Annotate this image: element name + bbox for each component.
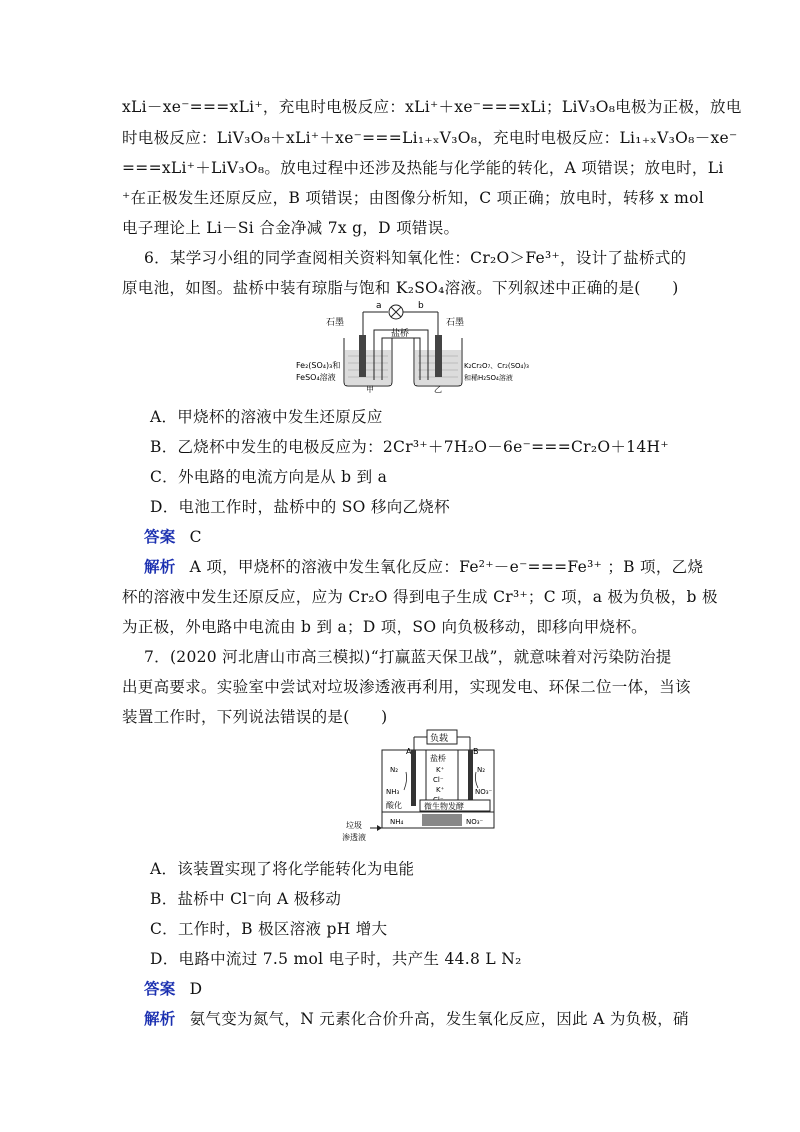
option-d: D．电池工作时，盐桥中的 SO 移向乙烧杯	[150, 498, 450, 516]
label-left-solution: FeSO₄溶液	[296, 373, 336, 382]
label-waste: 渗透液	[342, 833, 366, 842]
label-salt-bridge-7: 盐桥	[430, 754, 446, 763]
answer-line	[144, 978, 704, 1000]
option-b: B．乙烧杯中发生的电极反应为：2Cr³⁺＋7H₂O－6e⁻===Cr₂O＋14H⁺	[150, 438, 669, 456]
label-nh3-left: NH₃	[386, 788, 400, 796]
label-graphite-left: 石墨	[326, 318, 345, 328]
option-c: C．工作时，B 极区溶液 pH 增大	[150, 920, 388, 938]
ion-label: K⁺	[436, 766, 445, 774]
text-line: ===xLi⁺＋LiV₃O₈。放电过程中还涉及热能与化学能的转化，A 项错误；放电时，Li	[122, 159, 724, 177]
label-electrode-b: B	[473, 747, 479, 756]
answer-value: C	[189, 528, 202, 546]
label-waste: 垃圾	[346, 821, 362, 830]
label-acidify: 酸化	[386, 801, 402, 810]
analysis-label: 解析	[144, 1009, 176, 1028]
label-beaker-yi: 乙	[434, 385, 442, 394]
option-a: A．该装置实现了将化学能转化为电能	[150, 860, 415, 878]
text-line: 时电极反应：LiV₃O₈＋xLi⁺＋xe⁻===Li₁₊ₓV₃O₈，充电时电极反应：Li₁₊ₓV₃O₈－xe⁻	[122, 129, 738, 147]
answer-label: 答案	[144, 527, 176, 546]
label-graphite-right: 石墨	[446, 318, 465, 328]
question-6-stem: 6．某学习小组的同学查阅相关资料知氧化性：Cr₂O＞Fe³⁺，设计了盐桥式的	[144, 249, 687, 267]
label-electrode-a: A	[406, 747, 412, 756]
ion-label: K⁺	[436, 786, 445, 794]
analysis-line	[144, 556, 704, 578]
label-microbe: 微生物发酵	[424, 802, 464, 811]
question-6-stem: 原电池，如图。盐桥中装有琼脂与饱和 K₂SO₄溶液。下列叙述中正确的是( )	[122, 279, 679, 297]
text-line: xLi－xe⁻===xLi⁺，充电时电极反应：xLi⁺＋xe⁻===xLi；LiV₃O₈电极为正极，放电	[122, 98, 742, 116]
label-salt-bridge: 盐桥	[391, 329, 410, 339]
figure-salt-bridge-cell	[296, 300, 529, 394]
label-a: a	[376, 301, 382, 311]
option-d: D．电路中流过 7.5 mol 电子时，共产生 44.8 L N₂	[150, 950, 522, 968]
option-a: A．甲烧杯的溶液中发生还原反应	[150, 408, 383, 426]
option-b: B．盐桥中 Cl⁻向 A 极移动	[150, 890, 342, 908]
question-7-stem: 7．(2020 河北唐山市高三模拟)“打赢蓝天保卫战”，就意味着对污染防治提	[144, 648, 672, 666]
label-right-solution: K₂Cr₂O₇、Cr₂(SO₄)₃	[464, 362, 529, 370]
answer-line	[144, 526, 704, 548]
label-n2-right: N₂	[477, 766, 486, 774]
analysis-label: 解析	[144, 557, 176, 576]
analysis-line	[144, 1008, 704, 1030]
label-no3-bottom: NO₃⁻	[466, 818, 484, 826]
label-load: 负载	[430, 734, 449, 744]
label-no3-right: NO₃⁻	[475, 788, 493, 796]
option-c: C．外电路的电流方向是从 b 到 a	[150, 468, 388, 486]
answer-value: D	[189, 980, 203, 998]
ion-label: Cl⁻	[433, 776, 444, 784]
label-left-solution: Fe₂(SO₄)₃和	[296, 361, 341, 370]
analysis-text: 氨气变为氮气，N 元素化合价升高，发生氧化反应，因此 A 为负极，硝	[189, 1010, 689, 1028]
analysis-text: 为正极，外电路中电流由 b 到 a；D 项，SO 向负极移动，即移向甲烧杯。	[122, 618, 647, 636]
figure-microbial-cell	[342, 728, 502, 846]
label-nh4: NH₄	[390, 818, 404, 826]
label-right-solution: 和稀H₂SO₄溶液	[464, 374, 513, 382]
question-7-stem: 出更高要求。实验室中尝试对垃圾渗透液再利用，实现发电、环保二位一体，当该	[122, 678, 691, 696]
label-beaker-jia: 甲	[366, 385, 374, 394]
answer-label: 答案	[144, 979, 176, 998]
analysis-text: 杯的溶液中发生还原反应，应为 Cr₂O 得到电子生成 Cr³⁺；C 项，a 极为负极，b 极	[122, 588, 718, 606]
label-b: b	[418, 301, 424, 311]
label-n2-left: N₂	[390, 766, 399, 774]
question-7-stem: 装置工作时，下列说法错误的是( )	[122, 708, 388, 726]
analysis-text: A 项，甲烧杯的溶液中发生氧化反应：Fe²⁺－e⁻===Fe³⁺ ；B 项，乙烧	[189, 558, 704, 576]
text-line: ⁺在正极发生还原反应，B 项错误；由图像分析知，C 项正确；放电时，转移 x mol	[122, 189, 704, 207]
text-line: 电子理论上 Li－Si 合金净减 7x g，D 项错误。	[122, 219, 460, 237]
